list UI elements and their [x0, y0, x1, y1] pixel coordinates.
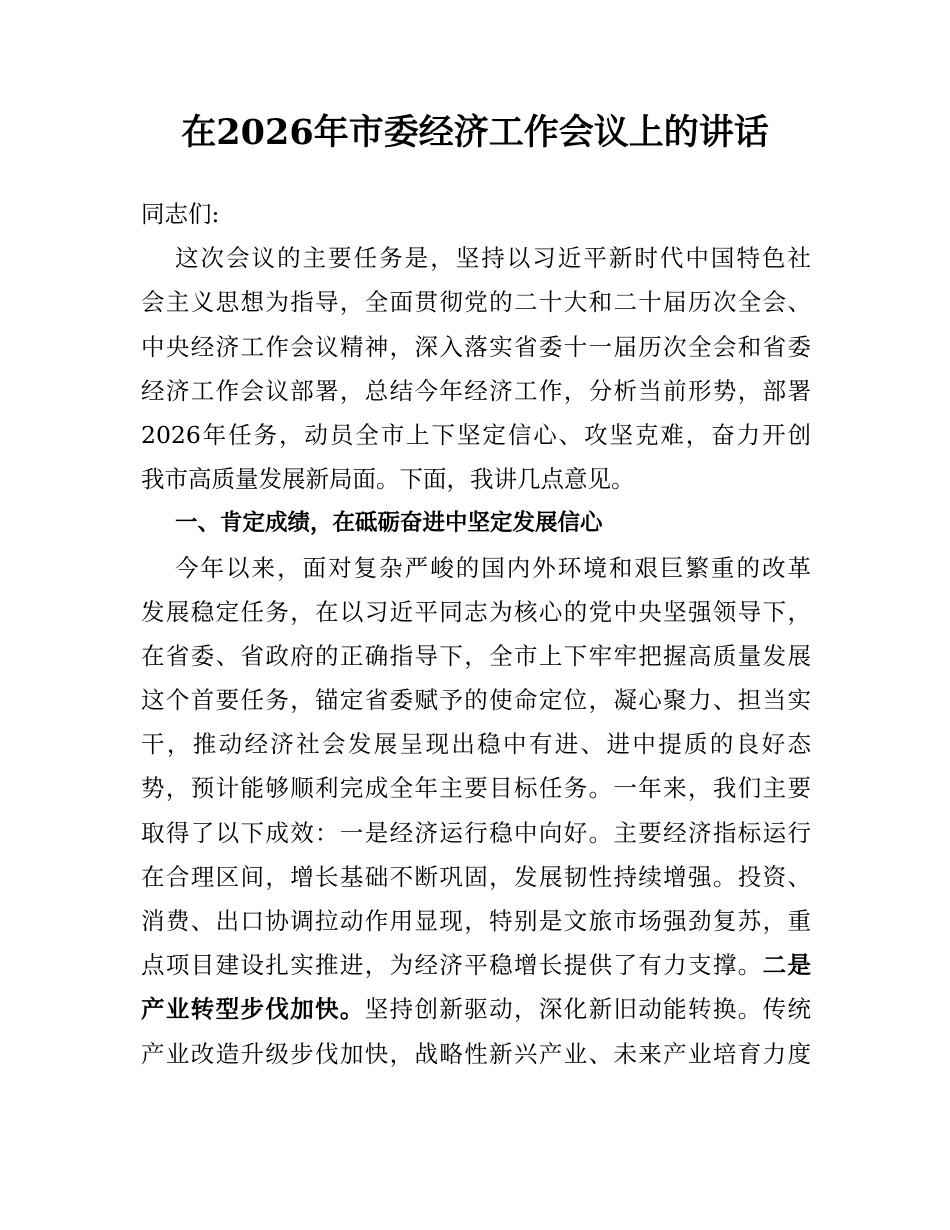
emphasis-text: 产业转型步伐加快。 [141, 995, 365, 1024]
paragraph-line: 我市高质量发展新局面。下面，我讲几点意见。 [141, 465, 635, 494]
paragraph-line: 产业改造升级步伐加快，战略性新兴产业、未来产业培育力度 [141, 1039, 811, 1068]
document-title: 在2026年市委经济工作会议上的讲话 [181, 112, 769, 153]
paragraph-line: 在省委、省政府的正确指导下，全市上下牢牢把握高质量发展 [141, 641, 811, 670]
section-heading: 一、肯定成绩，在砥砺奋进中坚定发展信心 [175, 510, 603, 537]
paragraph-line: 取得了以下成效：一是经济运行稳中向好。主要经济指标运行 [141, 818, 811, 847]
paragraph-line: 中央经济工作会议精神，深入落实省委十一届历次全会和省委 [141, 332, 811, 361]
intro-paragraph [141, 236, 811, 501]
section1-paragraph [141, 546, 811, 1076]
paragraph-line [141, 987, 811, 1031]
paragraph-line: 这个首要任务，锚定省委赋予的使命定位，凝心聚力、担当实 [141, 686, 811, 715]
salutation: 同志们: [141, 200, 220, 228]
paragraph-line: 经济工作会议部署，总结今年经济工作，分析当前形势，部署 [141, 376, 811, 405]
paragraph-line: 2026年任务，动员全市上下坚定信心、攻坚克难，奋力开创 [141, 420, 811, 449]
line-text: 点项目建设扎实推进，为经济平稳增长提供了有力支撑。 [141, 951, 763, 980]
paragraph-line: 势，预计能够顺利完成全年主要目标任务。一年来，我们主要 [141, 774, 811, 803]
paragraph-line [141, 943, 811, 987]
emphasis-text: 二是 [762, 951, 812, 980]
paragraph-line: 消费、出口协调拉动作用显现，特别是文旅市场强劲复苏，重 [141, 907, 811, 935]
paragraph-line: 今年以来，面对复杂严峻的国内外环境和艰巨繁重的改革 [175, 553, 811, 582]
paragraph-line: 这次会议的主要任务是，坚持以习近平新时代中国特色社 [175, 244, 811, 273]
document-body [141, 192, 811, 1076]
paragraph-line: 干，推动经济社会发展呈现出稳中有进、进中提质的良好态 [141, 730, 811, 759]
paragraph-line: 发展稳定任务，在以习近平同志为核心的党中央坚强领导下， [141, 597, 811, 626]
paragraph-line: 会主义思想为指导，全面贯彻党的二十大和二十届历次全会、 [141, 288, 811, 317]
paragraph-line: 在合理区间，增长基础不断巩固，发展韧性持续增强。投资、 [141, 862, 811, 891]
line-text: 坚持创新驱动，深化新旧动能转换。传统 [364, 995, 812, 1024]
